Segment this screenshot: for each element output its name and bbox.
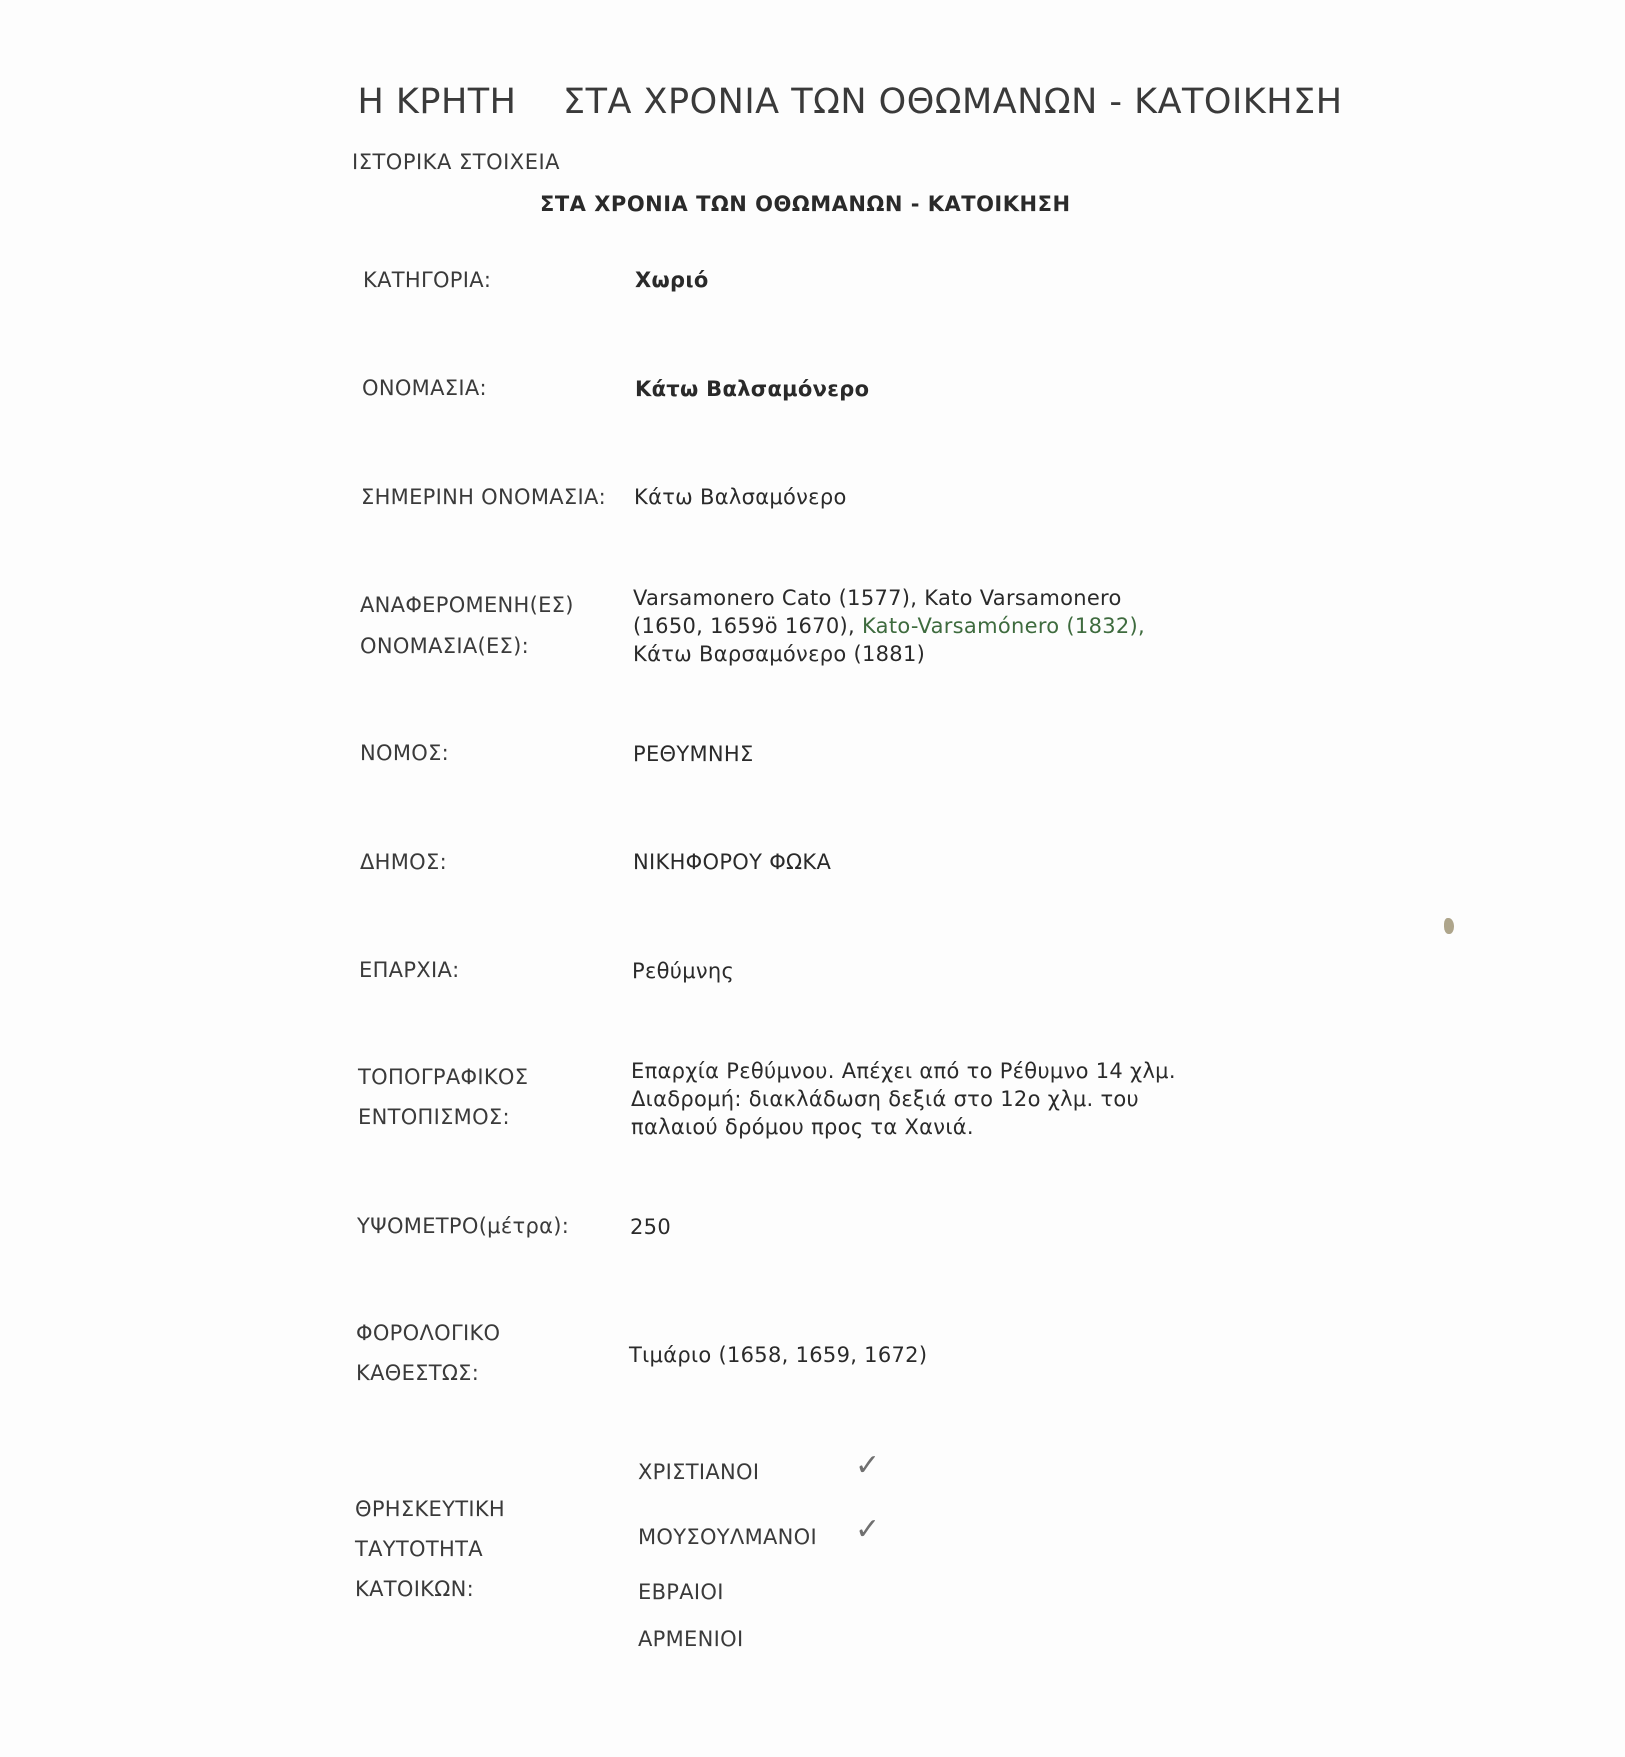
religion-label-line3: ΚΑΤΟΙΚΩΝ: — [355, 1577, 474, 1601]
subtitle: ΣΤΑ ΧΡΟΝΙΑ ΤΩΝ ΟΘΩΜΑΝΩΝ - ΚΑΤΟΙΚΗΣΗ — [540, 192, 1071, 216]
section-label: ΙΣΤΟΡΙΚΑ ΣΤΟΙΧΕΙΑ — [352, 150, 561, 174]
location-line2: Διαδρομή: διακλάδωση δεξιά στο 12ο χλμ. του — [631, 1087, 1139, 1111]
referenced-names-line3: Κάτω Βαρσαμόνερο (1881) — [633, 642, 926, 666]
religion-option-muslims: ΜΟΥΣΟΥΛΜΑΝΟΙ — [638, 1525, 817, 1549]
tax-status-label-line2: ΚΑΘΕΣΤΩΣ: — [356, 1361, 480, 1385]
altitude-value: 250 — [630, 1215, 671, 1239]
referenced-names-label-line2: ΟΝΟΜΑΣΙΑ(ΕΣ): — [360, 634, 529, 658]
name-value: Κάτω Βαλσαμόνερο — [635, 377, 870, 401]
referenced-names-line2 — [633, 612, 1145, 640]
province-value: Ρεθύμνης — [632, 959, 735, 983]
location-line1: Επαρχία Ρεθύμνου. Απέχει από το Ρέθυμνο 14 χλμ. — [631, 1059, 1176, 1083]
category-value: Χωριό — [635, 268, 709, 292]
location-label-line1: ΤΟΠΟΓΡΑΦΙΚΟΣ — [358, 1065, 529, 1089]
municipality-label: ΔΗΜΟΣ: — [360, 850, 447, 874]
religion-option-christians: ΧΡΙΣΤΙΑΝΟΙ — [638, 1460, 760, 1484]
referenced-names-line1: Varsamonero Cato (1577), Kato Varsamonero — [633, 586, 1122, 610]
location-line3: παλαιού δρόμου προς τα Χανιά. — [631, 1115, 974, 1139]
municipality-value: ΝΙΚΗΦΟΡΟΥ ΦΩΚΑ — [633, 850, 832, 874]
referenced-names-line2-b: Kato-Varsamónero (1832), — [861, 614, 1146, 638]
category-label: ΚΑΤΗΓΟΡΙΑ: — [363, 268, 492, 292]
tax-status-label-line1: ΦΟΡΟΛΟΓΙΚΟ — [356, 1321, 501, 1345]
location-label-line2: ΕΝΤΟΠΙΣΜΟΣ: — [358, 1105, 510, 1129]
name-label: ΟΝΟΜΑΣΙΑ: — [362, 376, 487, 400]
religion-option-jews: ΕΒΡΑΙΟΙ — [638, 1580, 724, 1604]
religion-label-line1: ΘΡΗΣΚΕΥΤΙΚΗ — [355, 1497, 506, 1521]
religion-option-armenians: ΑΡΜΕΝΙΟΙ — [638, 1627, 744, 1651]
altitude-label: ΥΨΟΜΕΤΡΟ(μέτρα): — [357, 1214, 570, 1238]
current-name-label: ΣΗΜΕΡΙΝΗ ΟΝΟΜΑΣΙΑ: — [361, 485, 607, 509]
prefecture-label: ΝΟΜΟΣ: — [360, 741, 450, 765]
christians-check-icon: ✓ — [855, 1448, 881, 1483]
referenced-names-label-line1: ΑΝΑΦΕΡΟΜΕΝΗ(ΕΣ) — [360, 593, 574, 617]
current-name-value: Κάτω Βαλσαμόνερο — [634, 485, 847, 509]
prefecture-value: ΡΕΘΥΜΝΗΣ — [633, 742, 754, 766]
scan-speck — [1444, 918, 1454, 934]
province-label: ΕΠΑΡΧΙΑ: — [359, 958, 460, 982]
religion-label-line2: ΤΑΥΤΟΤΗΤΑ — [355, 1537, 483, 1561]
tax-status-value: Τιμάριο (1658, 1659, 1672) — [629, 1343, 928, 1367]
referenced-names-line2-a: (1650, 1659ö 1670), — [633, 614, 862, 638]
main-title: Η ΚΡΗΤΗ ΣΤΑ ΧΡΟΝΙΑ ΤΩΝ ΟΘΩΜΑΝΩΝ - ΚΑΤΟΙΚΗΣΗ — [357, 82, 1343, 122]
muslims-check-icon: ✓ — [855, 1512, 881, 1547]
